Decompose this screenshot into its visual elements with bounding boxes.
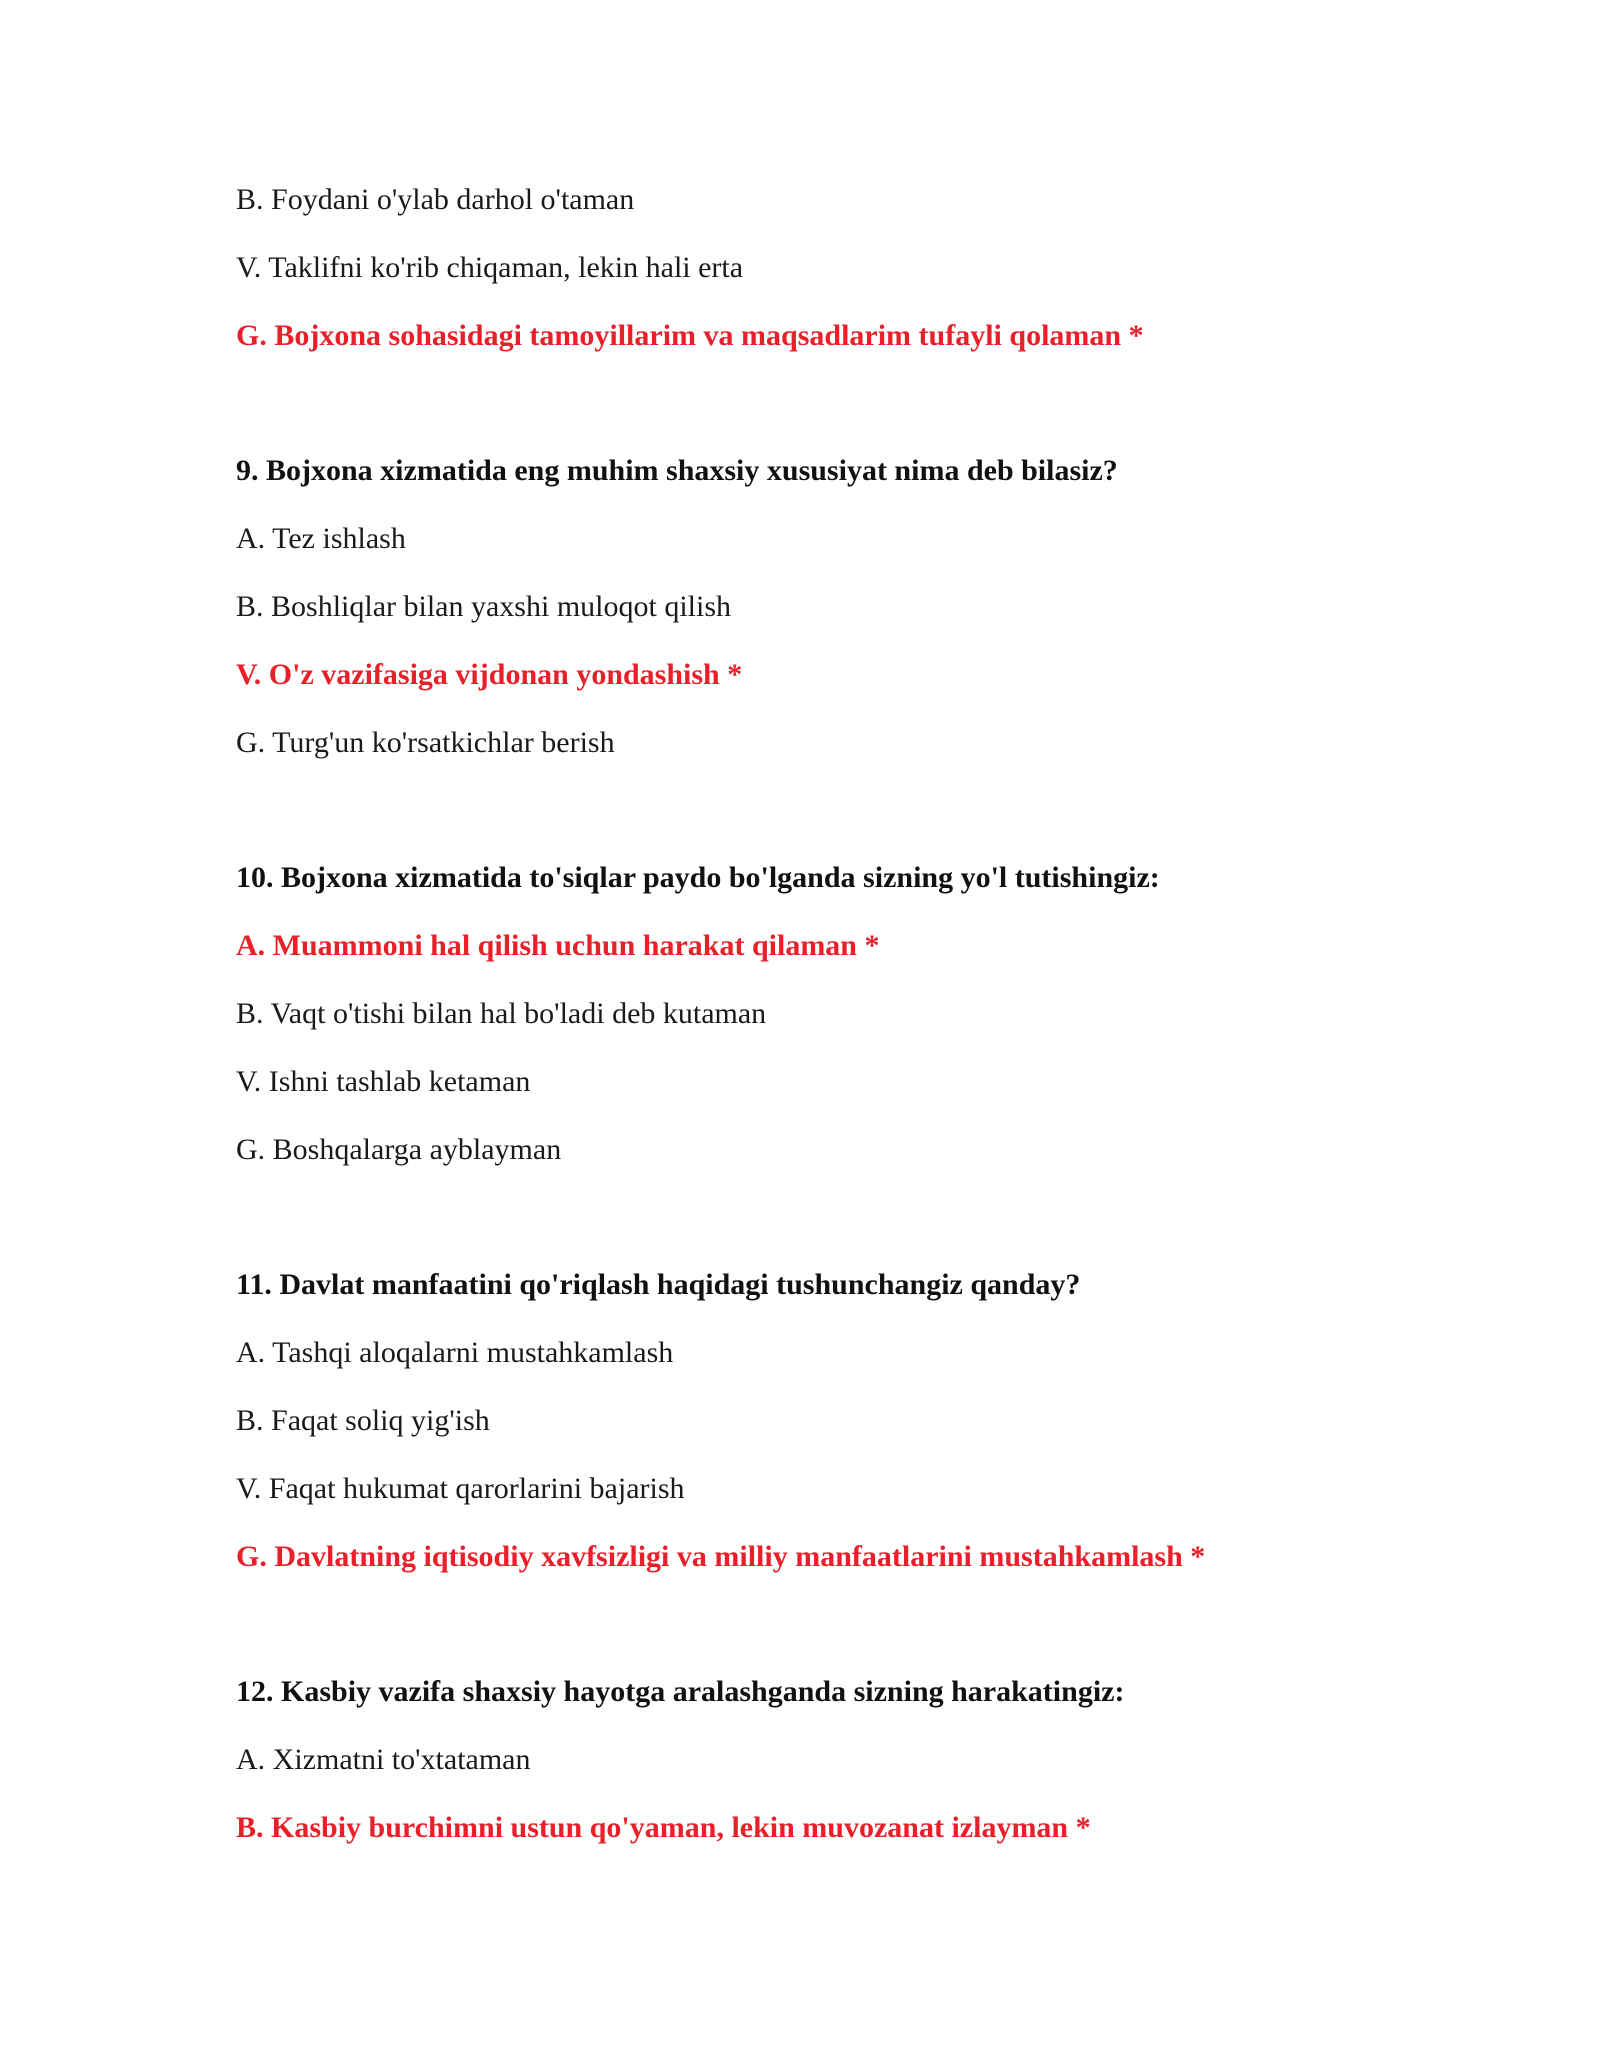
correct-answer-option: G. Bojxona sohasidagi tamoyillarim va maqsadlarim tufayli qolaman *: [236, 319, 1144, 352]
answer-option: V. Taklifni ko'rib chiqaman, lekin hali erta: [236, 251, 744, 284]
block-spacer: [236, 386, 1416, 453]
question-heading: 10. Bojxona xizmatida to'siqlar paydo bo'lganda sizning yo'l tutishingiz:: [236, 861, 1160, 894]
question-block-8: [236, 182, 1416, 354]
answer-option: G. Boshqalarga ayblayman: [236, 1133, 562, 1166]
correct-answer-option: B. Kasbiy burchimni ustun qo'yaman, lekin muvozanat izlayman *: [236, 1811, 1091, 1844]
document-content: [236, 182, 1416, 1878]
answer-option: A. Xizmatni to'xtataman: [236, 1743, 531, 1776]
answer-option: B. Vaqt o'tishi bilan hal bo'ladi deb kutaman: [236, 997, 767, 1030]
question-heading: 9. Bojxona xizmatida eng muhim shaxsiy xususiyat nima deb bilasiz?: [236, 454, 1118, 487]
block-spacer: [236, 1200, 1416, 1267]
question-block-10: [236, 860, 1416, 1168]
answer-option: A. Tez ishlash: [236, 522, 406, 555]
answer-option: B. Foydani o'ylab darhol o'taman: [236, 183, 635, 216]
answer-option: G. Turg'un ko'rsatkichlar berish: [236, 726, 615, 759]
question-heading: 12. Kasbiy vazifa shaxsiy hayotga aralashganda sizning harakatingiz:: [236, 1675, 1125, 1708]
answer-option: A. Tashqi aloqalarni mustahkamlash: [236, 1336, 674, 1369]
answer-option: B. Boshliqlar bilan yaxshi muloqot qilish: [236, 590, 731, 623]
question-heading: 11. Davlat manfaatini qo'riqlash haqidagi tushunchangiz qanday?: [236, 1268, 1081, 1301]
question-block-11: [236, 1267, 1416, 1575]
block-spacer: [236, 1607, 1416, 1674]
correct-answer-option: G. Davlatning iqtisodiy xavfsizligi va milliy manfaatlarini mustahkamlash *: [236, 1540, 1206, 1573]
answer-option: B. Faqat soliq yig'ish: [236, 1404, 490, 1437]
correct-answer-option: V. O'z vazifasiga vijdonan yondashish *: [236, 658, 743, 691]
block-spacer: [236, 793, 1416, 860]
answer-option: V. Ishni tashlab ketaman: [236, 1065, 531, 1098]
correct-answer-option: A. Muammoni hal qilish uchun harakat qilaman *: [236, 929, 880, 962]
answer-option: V. Faqat hukumat qarorlarini bajarish: [236, 1472, 685, 1505]
question-block-12: [236, 1674, 1416, 1846]
question-block-9: [236, 453, 1416, 761]
